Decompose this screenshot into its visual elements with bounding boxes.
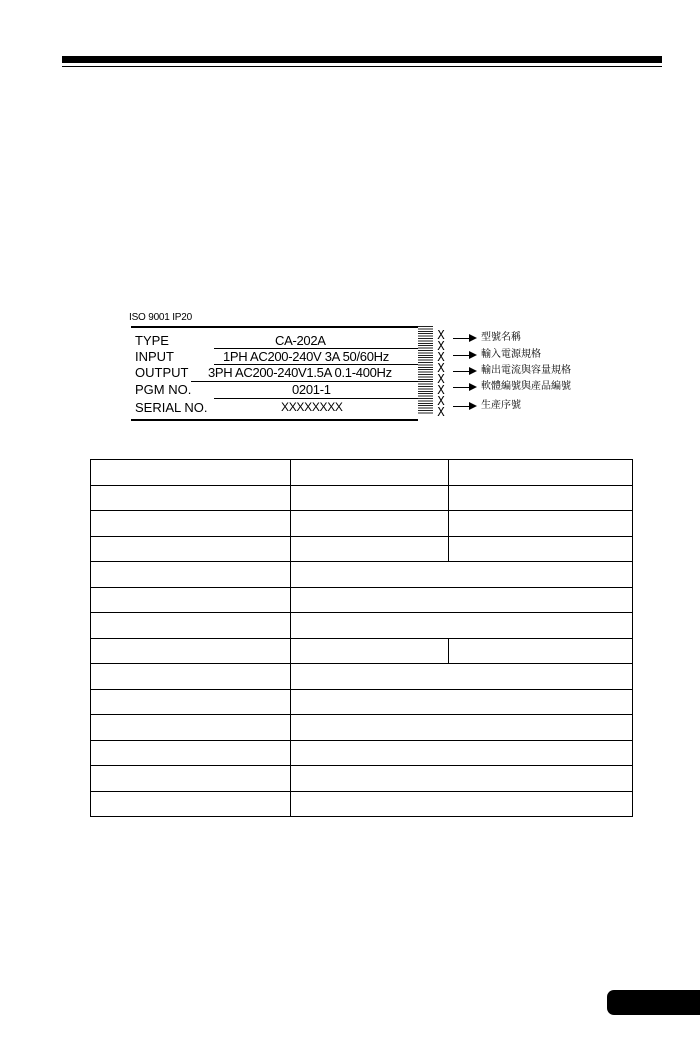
table-cell <box>291 562 633 588</box>
type-value: CA-202A <box>275 333 326 348</box>
table-cell <box>291 485 448 511</box>
table-cell <box>91 664 291 690</box>
pgm-label: PGM NO. <box>135 382 192 397</box>
type-label: TYPE <box>135 333 169 348</box>
table-cell <box>91 715 291 741</box>
table-cell <box>91 511 291 537</box>
callout-input-spec: 輸入電源規格 <box>453 348 603 362</box>
table-cell <box>91 613 291 639</box>
table-cell <box>91 485 291 511</box>
arrow-right-icon <box>469 367 477 375</box>
table-row <box>91 766 633 792</box>
nameplate <box>131 326 418 421</box>
header-rule-thin <box>62 66 662 67</box>
table-cell <box>291 587 633 613</box>
callout-output-spec: 輸出電流與容量規格 <box>453 364 603 378</box>
input-value: 1PH AC200-240V 3A 50/60Hz <box>223 349 389 364</box>
table-row <box>91 460 633 486</box>
table-row <box>91 562 633 588</box>
table-cell <box>91 562 291 588</box>
table-cell <box>291 536 448 562</box>
table-row <box>91 511 633 537</box>
table-cell <box>291 664 633 690</box>
nameplate-row-serial <box>131 399 418 416</box>
table-cell <box>91 766 291 792</box>
table-row <box>91 689 633 715</box>
pgm-value: 0201-1 <box>292 382 331 397</box>
table-cell <box>448 511 632 537</box>
table-cell <box>91 689 291 715</box>
table-row <box>91 664 633 690</box>
table-row <box>91 587 633 613</box>
table-cell <box>291 613 633 639</box>
table-row <box>91 536 633 562</box>
serial-label: SERIAL NO. <box>135 400 208 415</box>
table-cell <box>448 536 632 562</box>
nameplate-row-output <box>131 364 418 381</box>
table-row <box>91 715 633 741</box>
table-row <box>91 638 633 664</box>
barcode <box>418 326 433 414</box>
page-tab <box>607 990 700 1015</box>
spec-table-body <box>91 460 633 817</box>
table-cell <box>291 766 633 792</box>
arrow-right-icon <box>469 383 477 391</box>
table-row <box>91 740 633 766</box>
arrow-right-icon <box>469 351 477 359</box>
table-cell <box>291 791 633 817</box>
callout-program-number: 軟體編號與產品編號 <box>453 380 603 394</box>
output-value: 3PH AC200-240V1.5A 0.1-400Hz <box>208 365 392 380</box>
spec-table <box>90 459 633 817</box>
arrow-right-icon <box>469 334 477 342</box>
input-label: INPUT <box>135 349 174 364</box>
table-cell <box>291 715 633 741</box>
table-cell <box>291 740 633 766</box>
arrow-right-icon <box>469 402 477 410</box>
table-cell <box>291 689 633 715</box>
table-row <box>91 485 633 511</box>
table-cell <box>91 638 291 664</box>
nameplate-row-pgm <box>131 381 418 398</box>
table-cell <box>91 587 291 613</box>
table-cell <box>91 740 291 766</box>
nameplate-row-input <box>131 348 418 365</box>
table-cell <box>448 460 632 486</box>
certification-text: ISO 9001 IP20 <box>129 312 193 323</box>
serial-value: XXXXXXXX <box>281 400 343 414</box>
table-cell <box>448 485 632 511</box>
table-cell <box>291 638 448 664</box>
table-cell <box>291 511 448 537</box>
table-cell <box>448 638 632 664</box>
table-cell <box>291 460 448 486</box>
header-rule <box>62 56 662 63</box>
table-cell <box>91 791 291 817</box>
callout-serial-number: 生產序號 <box>453 399 603 413</box>
output-label: OUTPUT <box>135 365 189 380</box>
table-row <box>91 791 633 817</box>
table-cell <box>91 536 291 562</box>
callout-model-name: 型號名稱 <box>453 331 603 345</box>
serial-vertical-text: XXXXXXXX <box>437 328 445 419</box>
table-row <box>91 613 633 639</box>
nameplate-row-type <box>131 332 418 349</box>
table-cell <box>91 460 291 486</box>
